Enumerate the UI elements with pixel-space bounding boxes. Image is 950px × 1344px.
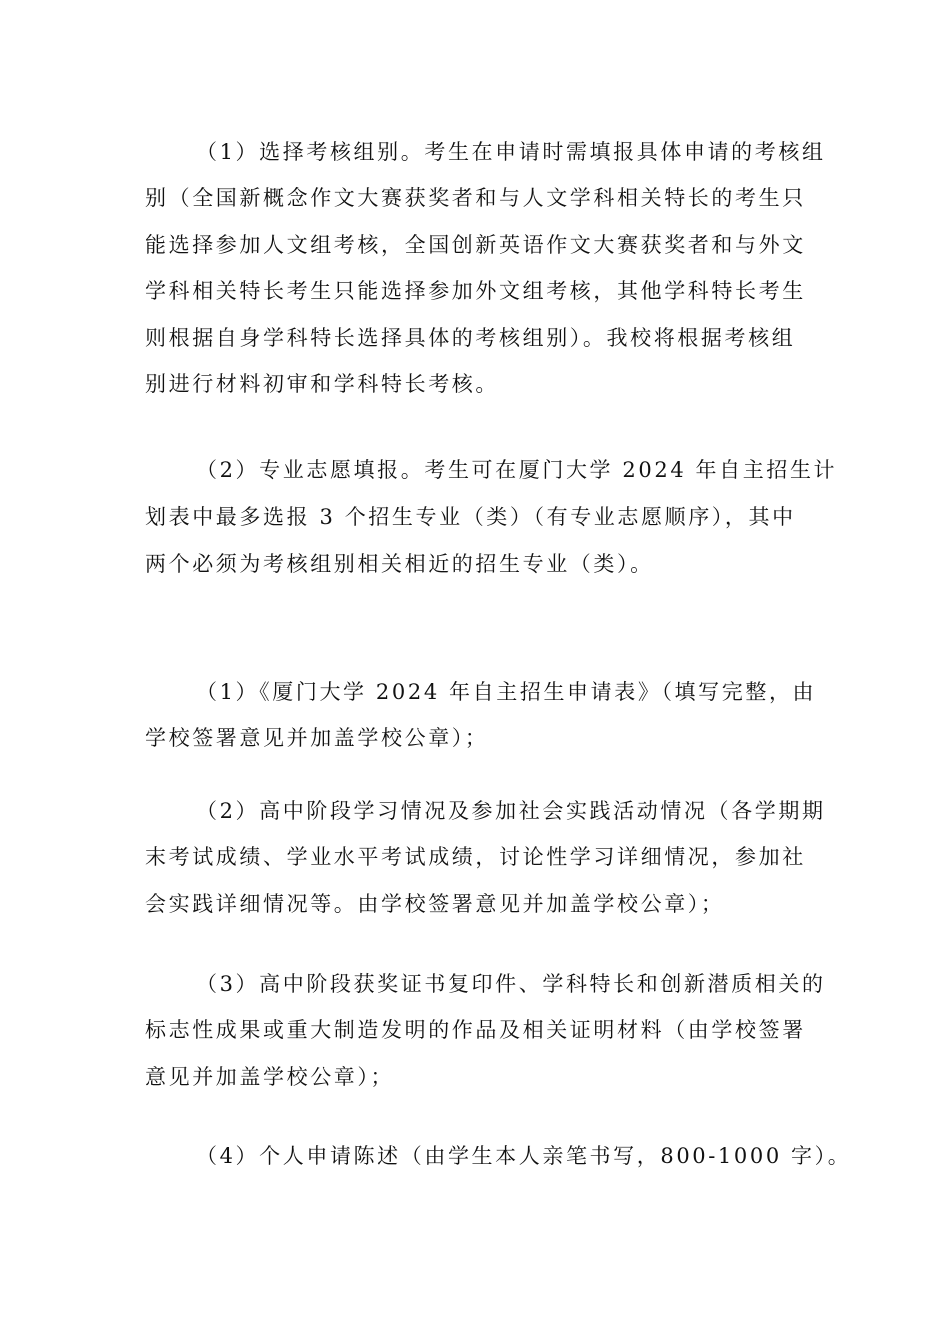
paragraph-2-line-2: 划表中最多选报 3 个招生专业（类）（有专业志愿顺序），其中 (145, 505, 796, 529)
paragraph-1-line-2: 别（全国新概念作文大赛获奖者和与人文学科相关特长的考生只 (145, 186, 806, 210)
paragraph-4-line-3: 会实践详细情况等。由学校签署意见并加盖学校公章）； (145, 892, 725, 916)
paragraph-1-line-4: 学科相关特长考生只能选择参加外文组考核，其他学科特长考生 (145, 279, 806, 303)
paragraph-2-line-3: 两个必须为考核组别相关相近的招生专业（类）。 (145, 552, 654, 576)
paragraph-5-line-3: 意见并加盖学校公章）； (145, 1065, 395, 1089)
paragraph-5-line-1: （3）高中阶段获奖证书复印件、学科特长和创新潜质相关的 (196, 972, 826, 996)
paragraph-6-line-1: （4）个人申请陈述（由学生本人亲笔书写，800-1000 字）。 (196, 1144, 852, 1168)
paragraph-5-line-2: 标志性成果或重大制造发明的作品及相关证明材料（由学校签署 (145, 1018, 806, 1042)
paragraph-3-line-1: （1）《厦门大学 2024 年自主招生申请表》（填写完整，由 (196, 680, 817, 704)
paragraph-4-line-2: 末考试成绩、学业水平考试成绩，讨论性学习详细情况，参加社 (145, 845, 806, 869)
paragraph-1-line-6: 别进行材料初审和学科特长考核。 (145, 372, 499, 396)
paragraph-1-line-1: （1）选择考核组别。考生在申请时需填报具体申请的考核组 (196, 140, 826, 164)
paragraph-2-line-1: （2）专业志愿填报。考生可在厦门大学 2024 年自主招生计 (196, 458, 838, 482)
paragraph-4-line-1: （2）高中阶段学习情况及参加社会实践活动情况（各学期期 (196, 799, 826, 823)
paragraph-1-line-3: 能选择参加人文组考核，全国创新英语作文大赛获奖者和与外文 (145, 233, 806, 257)
paragraph-3-line-2: 学校签署意见并加盖学校公章）； (145, 726, 489, 750)
paragraph-1-line-5: 则根据自身学科特长选择具体的考核组别）。我校将根据考核组 (145, 326, 796, 350)
